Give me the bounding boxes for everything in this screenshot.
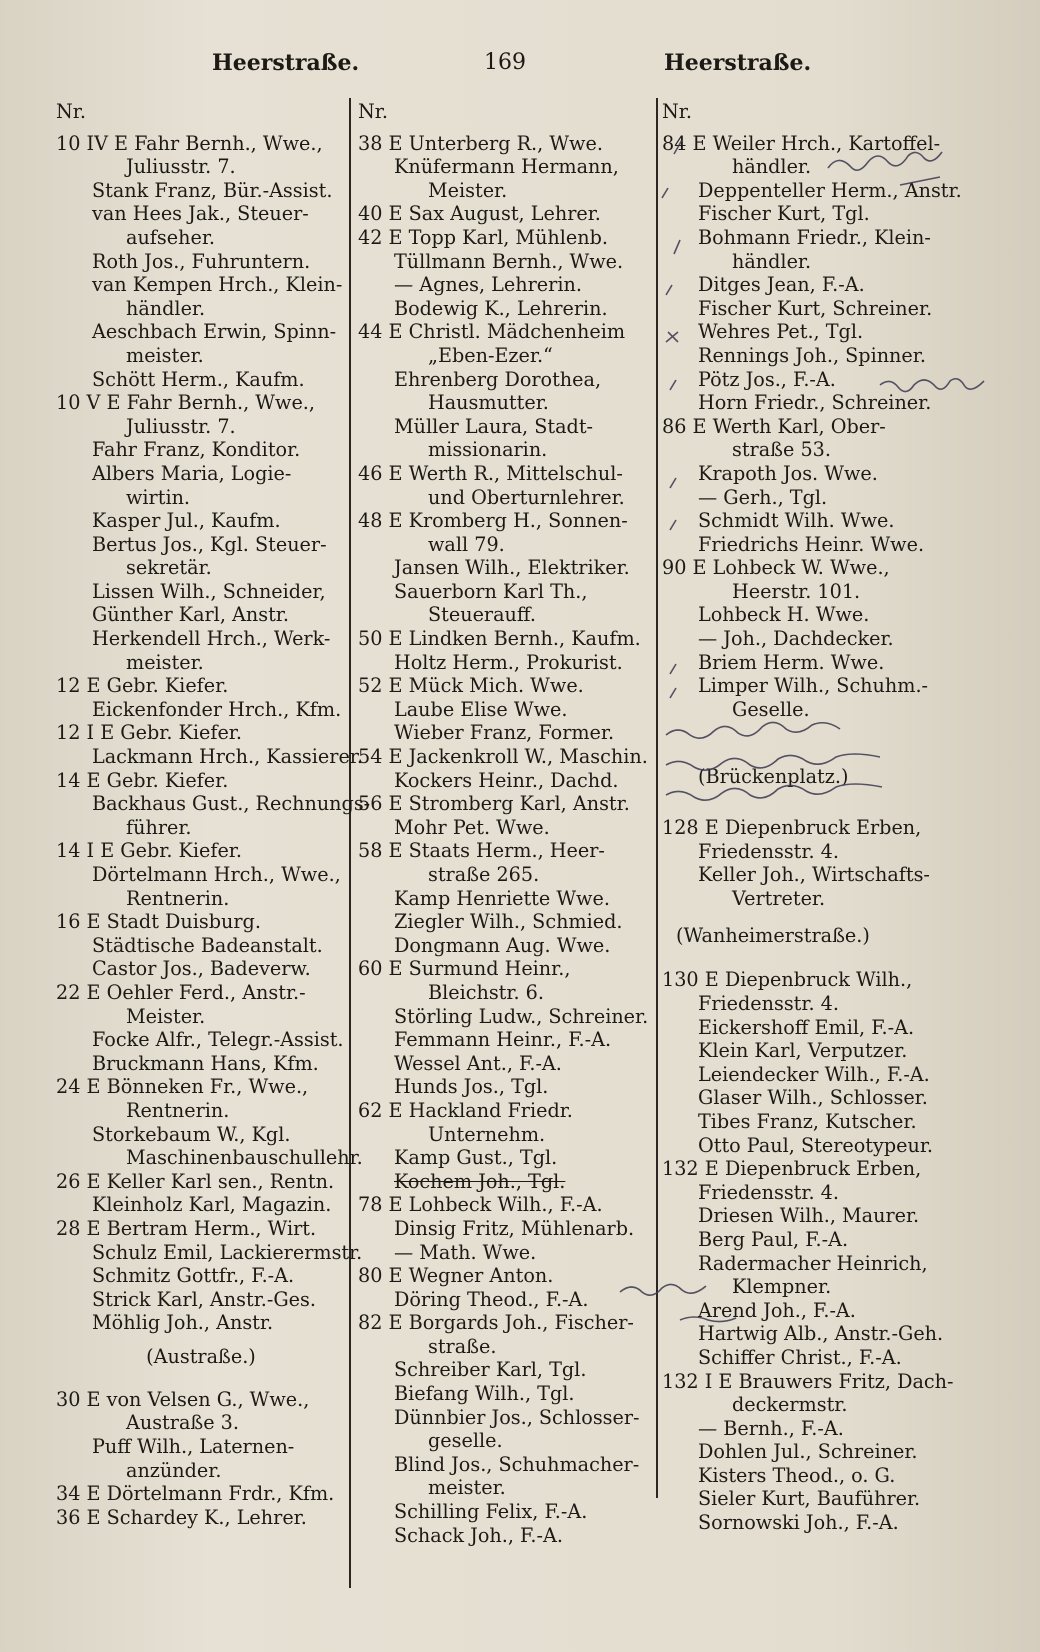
entry-line: 12 I E Gebr. Kiefer. [56,721,242,745]
entry-line: Fahr Franz, Konditor. [92,438,301,462]
entry-line: Döring Theod., F.-A. [394,1287,589,1311]
entry-line: Mohr Pet. Wwe. [394,815,550,839]
entry-line: Friedensstr. 4. [698,1180,839,1204]
entry-line: Kleinholz Karl, Magazin. [92,1193,332,1217]
entry-line: 16 E Stadt Duisburg. [56,910,261,934]
entry-line: Blind Jos., Schuhmacher- [394,1452,640,1476]
entry-line: geselle. [428,1429,503,1453]
entry-line: 130 E Diepenbruck Wilh., [662,968,913,992]
entry-line: Bleichstr. 6. [428,980,544,1004]
entry-line: Schmidt Wilh. Wwe. [698,509,895,533]
entry-line: Schack Joh., F.-A. [394,1523,563,1547]
entry-line: Fischer Kurt, Schreiner. [698,296,933,320]
entry-line: Maschinenbauschullehr. [126,1146,363,1170]
entry-line: Backhaus Gust., Rechnungs- [92,792,371,816]
entry-line: 42 E Topp Karl, Mühlenb. [358,225,609,249]
column-1 [56,100,371,1529]
entry-line: Castor Jos., Badeverw. [92,957,311,981]
entry-line: 84 E Weiler Hrch., Kartoffel- [662,131,941,155]
entry-line: Klein Karl, Verputzer. [698,1039,908,1063]
entry-line: meister. [428,1476,506,1500]
entry-line: Kisters Theod., o. G. [698,1463,896,1487]
entry-line: Fischer Kurt, Tgl. [698,202,870,226]
entry-line: Bertus Jos., Kgl. Steuer- [92,532,327,556]
entry-line: Rentnerin. [126,1098,230,1122]
entry-line: Wessel Ant., F.-A. [394,1051,562,1075]
entry-line: Meister. [126,1004,206,1028]
entry-line: — Bernh., F.-A. [698,1416,844,1440]
entry-line: Holtz Herm., Prokurist. [394,650,623,674]
entry-line: Otto Paul, Stereotypeur. [698,1133,933,1157]
entry-line: 60 E Surmund Heinr., [358,957,571,981]
entry-line: Tibes Franz, Kutscher. [698,1109,917,1133]
entry-line: Rennings Joh., Spinner. [698,343,926,367]
entry-line: Lohbeck H. Wwe. [698,603,870,627]
entry-line: Stank Franz, Bür.-Assist. [92,178,333,202]
entry-line: Möhlig Joh., Anstr. [92,1311,274,1335]
entry-line: 62 E Hackland Friedr. [358,1098,573,1122]
entry-line: Pötz Jos., F.-A. [698,367,836,391]
entry-line: Klempner. [732,1275,832,1299]
entry-line: händler. [732,155,812,179]
entry-line: 56 E Stromberg Karl, Anstr. [358,792,630,816]
entry-line: Friedensstr. 4. [698,839,839,863]
page-number: 169 [484,50,526,75]
entry-line: Strick Karl, Anstr.-Ges. [92,1287,316,1311]
entry-line: Schreiber Karl, Tgl. [394,1358,587,1382]
entry-line: Limper Wilh., Schuhm.- [698,674,929,698]
entry-line: 10 IV E Fahr Bernh., Wwe., [56,131,323,155]
nr-label: Nr. [358,100,388,123]
entry-line: Schilling Felix, F.-A. [394,1500,588,1524]
header-left-street: Heerstraße. [212,50,360,76]
entry-line: Krapoth Jos. Wwe. [698,461,878,485]
section-heading: (Brückenplatz.) [698,765,849,789]
entry-line: Bodewig K., Lehrerin. [394,296,608,320]
entry-line: straße. [428,1334,497,1358]
column-divider [349,98,351,1588]
entry-line: deckermstr. [732,1393,848,1417]
entry-line: van Kempen Hrch., Klein- [92,273,343,297]
entry-line: 50 E Lindken Bernh., Kaufm. [358,627,641,651]
entry-line: „Eben-Ezer.“ [428,343,553,367]
entry-line: Radermacher Heinrich, [698,1251,928,1275]
entry-line: Unternehm. [428,1122,546,1146]
entry-line: Lissen Wilh., Schneider, [92,579,326,603]
entry-line: Focke Alfr., Telegr.-Assist. [92,1028,344,1052]
entry-line: straße 53. [732,438,831,462]
entry-line: Meister. [428,178,508,202]
entry-line: Steuerauff. [428,603,536,627]
entry-line: 52 E Mück Mich. Wwe. [358,674,584,698]
entry-line: meister. [126,343,204,367]
entry-line: Rentnerin. [126,886,230,910]
entry-line: Kamp Henriette Wwe. [394,886,610,910]
entry-line: 24 E Bönneken Fr., Wwe., [56,1075,309,1099]
entry-line: führer. [126,815,192,839]
entry-line: — Math. Wwe. [394,1240,537,1264]
nr-label: Nr. [662,100,692,123]
entry-line: Heerstr. 101. [732,579,861,603]
entry-line: Städtische Badeanstalt. [92,933,323,957]
entry-line: Bohmann Friedr., Klein- [698,225,931,249]
entry-line: Berg Paul, F.-A. [698,1227,849,1251]
entry-line: Schiffer Christ., F.-A. [698,1345,902,1369]
entry-line: wall 79. [428,532,505,556]
entry-line: sekretär. [126,556,212,580]
entry-line: Tüllmann Bernh., Wwe. [394,249,624,273]
entry-line: Ditges Jean, F.-A. [698,273,865,297]
entry-line: Bruckmann Hans, Kfm. [92,1051,319,1075]
entry-line: Knüfermann Hermann, [394,155,619,179]
entry-line: 38 E Unterberg R., Wwe. [358,131,603,155]
entry-line: Austraße 3. [126,1411,239,1435]
page-header [0,50,1040,86]
entry-line: — Gerh., Tgl. [698,485,828,509]
entry-line: Müller Laura, Stadt- [394,414,594,438]
entry-line: 80 E Wegner Anton. [358,1264,554,1288]
entry-line: Glaser Wilh., Schlosser. [698,1086,928,1110]
entry-line: 40 E Sax August, Lehrer. [358,202,601,226]
entry-line: Dörtelmann Hrch., Wwe., [92,863,341,886]
entry-line: Störling Ludw., Schreiner. [394,1004,649,1028]
entry-line: 26 E Keller Karl sen., Rentn. [56,1169,335,1193]
entry-line: Storkebaum W., Kgl. [92,1122,291,1146]
entry-line: 46 E Werth R., Mittelschul- [358,461,623,485]
entry-line: Friedensstr. 4. [698,992,839,1015]
entry-line: Dünnbier Jos., Schlosser- [394,1405,640,1429]
entry-line: Sauerborn Karl Th., [394,579,588,603]
entry-line: 28 E Bertram Herm., Wirt. [56,1216,317,1240]
entry-line: Keller Joh., Wirtschafts- [698,863,930,887]
entry-line: 78 E Lohbeck Wilh., F.-A. [358,1193,603,1217]
entry-line: Wieber Franz, Former. [394,721,615,745]
entry-line: 14 E Gebr. Kiefer. [56,768,229,792]
entry-line: Kasper Jul., Kaufm. [92,509,281,533]
entry-line: Lackmann Hrch., Kassierer. [92,745,363,769]
entry-line: und Oberturnlehrer. [428,485,625,509]
entry-line: — Agnes, Lehrerin. [394,273,582,297]
entry-line: 12 E Gebr. Kiefer. [56,674,229,698]
entry-line: Hausmutter. [428,391,549,415]
entry-line: 14 I E Gebr. Kiefer. [56,839,242,863]
entry-line: anzünder. [126,1458,222,1482]
entry-line: Biefang Wilh., Tgl. [394,1382,575,1406]
entry-line: Ziegler Wilh., Schmied. [394,910,623,934]
entry-line: 44 E Christl. Mädchenheim [358,320,626,344]
entry-line: Kamp Gust., Tgl. [394,1146,558,1170]
entry-line: Arend Joh., F.-A. [698,1298,856,1322]
entry-line: Horn Friedr., Schreiner. [698,391,932,415]
entry-line: Jansen Wilh., Elektriker. [394,556,630,580]
entry-line: Hunds Jos., Tgl. [394,1075,549,1099]
entry-line: Sieler Kurt, Bauführer. [698,1487,921,1511]
entry-line: Dongmann Aug. Wwe. [394,933,611,957]
entry-line: Juliusstr. 7. [126,155,236,179]
entry-line: 82 E Borgards Joh., Fischer- [358,1311,634,1335]
nr-label: Nr. [56,100,86,123]
entry-line: Schött Herm., Kaufm. [92,367,305,391]
entry-line: 30 E von Velsen G., Wwe., [56,1387,310,1411]
entry-line: missionarin. [428,438,548,462]
section-heading: (Wanheimerstraße.) [676,924,870,948]
entry-line: Dinsig Fritz, Mühlenarb. [394,1216,635,1240]
entry-line: — Joh., Dachdecker. [698,627,894,651]
entry-line: Günther Karl, Anstr. [92,603,289,627]
column-2 [358,100,658,1547]
entry-line: 36 E Schardey K., Lehrer. [56,1505,307,1529]
entry-line: Driesen Wilh., Maurer. [698,1204,920,1228]
entry-line: Geselle. [732,697,810,721]
entry-line: Ehrenberg Dorothea, [394,367,602,391]
entry-line: 132 I E Brauwers Fritz, Dach- [662,1369,954,1393]
entry-line: händler. [732,249,812,273]
entry-line: Femmann Heinr., F.-A. [394,1028,612,1052]
entry-line: straße 265. [428,863,540,886]
entry-line: van Hees Jak., Steuer- [92,202,309,226]
entry-line: meister. [126,650,204,674]
entry-line: Juliusstr. 7. [126,414,236,438]
entry-line: wirtin. [126,485,191,509]
entry-line: Kockers Heinr., Dachd. [394,768,619,792]
entry-line: Leiendecker Wilh., F.-A. [698,1062,930,1086]
section-heading: (Austraße.) [146,1344,256,1368]
entry-line: 90 E Lohbeck W. Wwe., [662,556,890,580]
entry-line: Briem Herm. Wwe. [698,650,885,674]
entry-line: 132 E Diepenbruck Erben, [662,1157,922,1181]
entry-line: 22 E Oehler Ferd., Anstr.- [56,980,306,1004]
entry-line: Laube Elise Wwe. [394,697,568,721]
entry-line: Schmitz Gottfr., F.-A. [92,1264,295,1288]
entry-line: 48 E Kromberg H., Sonnen- [358,509,628,533]
entry-line: Herkendell Hrch., Werk- [92,627,331,651]
entry-line: Sornowski Joh., F.-A. [698,1511,899,1535]
entry-line: Dohlen Jul., Schreiner. [698,1440,918,1464]
column-3 [662,100,1002,1535]
entry-line: Schulz Emil, Lackierermstr. [92,1240,363,1264]
entry-line: Friedrichs Heinr. Wwe. [698,532,925,556]
entry-line: 58 E Staats Herm., Heer- [358,839,605,863]
entry-line: Deppenteller Herm., Anstr. [698,178,962,202]
entry-line: Albers Maria, Logie- [92,461,292,485]
entry-line: Kochem Joh., Tgl. [394,1169,566,1193]
entry-line: 34 E Dörtelmann Frdr., Kfm. [56,1482,335,1506]
entry-line: aufseher. [126,225,215,249]
entry-line: Eickershoff Emil, F.-A. [698,1015,915,1039]
entry-line: 128 E Diepenbruck Erben, [662,816,922,840]
header-right-street: Heerstraße. [664,50,812,76]
entry-line: Wehres Pet., Tgl. [698,320,864,344]
entry-line: händler. [126,296,206,320]
entry-line: 10 V E Fahr Bernh., Wwe., [56,391,315,415]
entry-line: Hartwig Alb., Anstr.-Geh. [698,1322,944,1346]
entry-line: Vertreter. [732,886,826,910]
entry-line: 54 E Jackenkroll W., Maschin. [358,745,648,769]
entry-line: Puff Wilh., Laternen- [92,1435,295,1459]
entry-line: Eickenfonder Hrch., Kfm. [92,697,342,721]
entry-line: Roth Jos., Fuhruntern. [92,249,311,273]
entry-line: Aeschbach Erwin, Spinn- [92,320,337,344]
entry-line: 86 E Werth Karl, Ober- [662,414,886,438]
